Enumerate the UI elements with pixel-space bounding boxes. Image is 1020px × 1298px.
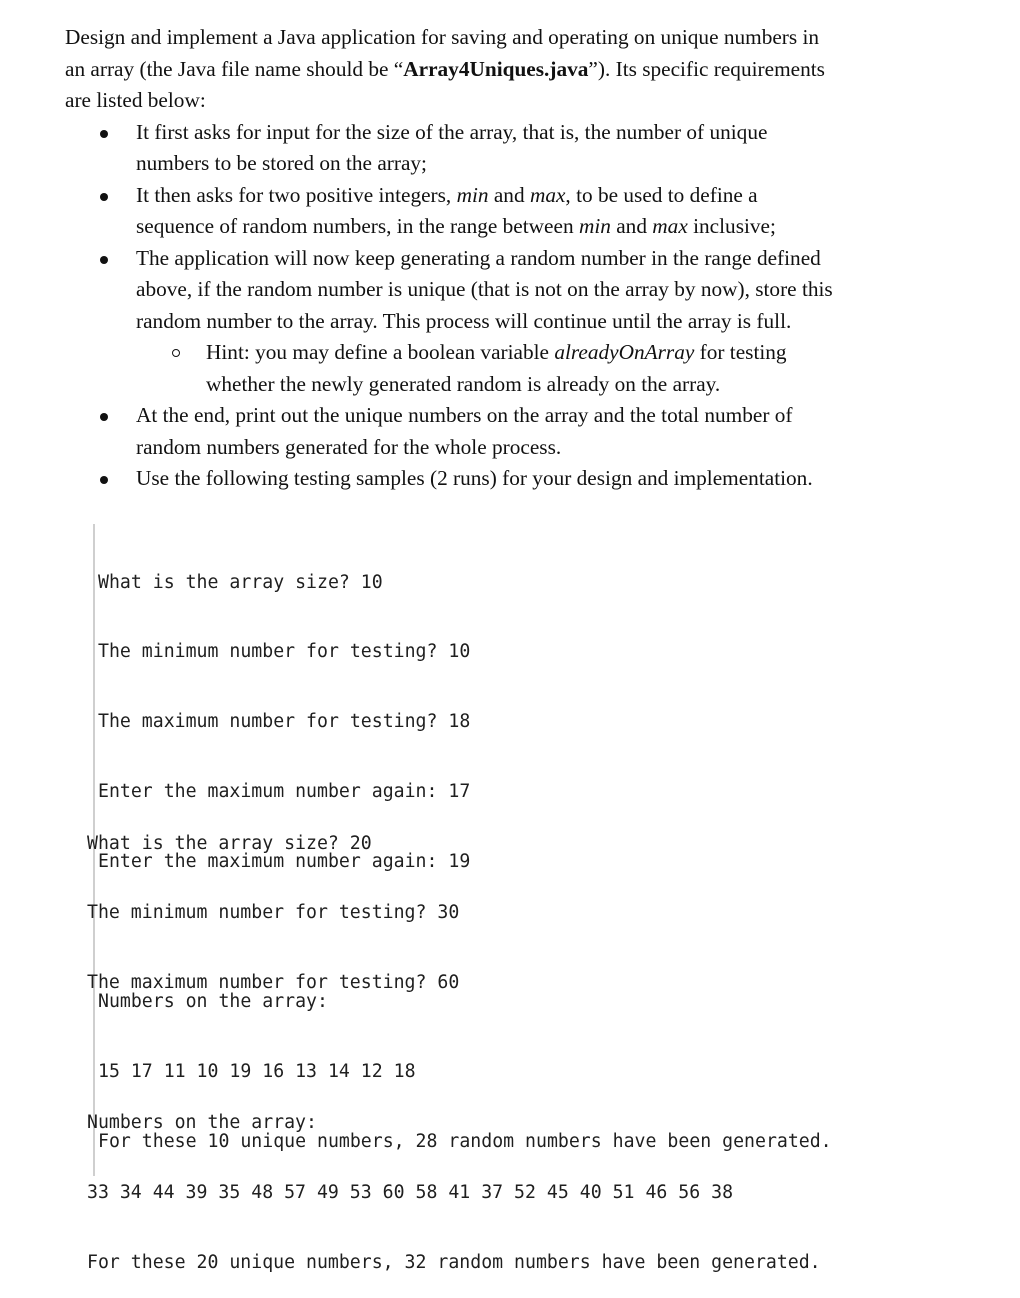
hint-variable-name: alreadyOnArray (554, 340, 695, 364)
requirement-4: At the end, print out the unique numbers on the array and the total number of random numbers generated for the whole process. (65, 400, 945, 463)
java-file-name: Array4Uniques.java (403, 56, 589, 81)
console-line: For these 20 unique numbers, 32 random numbers have been generated. (87, 1251, 821, 1273)
requirements-list-continued (65, 400, 945, 495)
console-line: Enter the maximum number again: 17 (98, 781, 471, 803)
intro-line-2b: ”). Its specific requirements (588, 56, 825, 81)
console-line: 33 34 44 39 35 48 57 49 53 60 58 41 37 52 45 40 51 46 56 38 (87, 1182, 734, 1204)
bullet-icon (100, 193, 108, 201)
requirement-1: It first asks for input for the size of the array, that is, the number of unique numbers to be stored on the array; (65, 117, 945, 180)
intro-line-1: Design and implement a Java application for saving and operating on unique numbers in (65, 25, 820, 49)
requirement-3: The application will now keep generating a random number in the range defined above, if the random number is unique (that is not on the array by now), store this random number to the array. This process will continue until the array is full. (65, 243, 945, 338)
console-line: What is the array size? 10 (98, 571, 383, 593)
bullet-icon (100, 256, 108, 264)
bullet-icon (100, 476, 108, 484)
console-line: The maximum number for testing? 18 (98, 711, 471, 733)
console-line: For these 10 unique numbers, 28 random numbers have been generated. (98, 1130, 832, 1152)
bullet-icon (100, 413, 108, 421)
console-line: Numbers on the array: (98, 990, 328, 1012)
hint-item: Hint: you may define a boolean variable alreadyOnArray for testing whether the newly generated random is already on the array. (65, 337, 945, 400)
console-line: The minimum number for testing? 30 (87, 902, 460, 924)
intro-line-2a: an array (the Java file name should be “ (65, 56, 404, 81)
console-line: Enter the maximum number again: 19 (98, 851, 471, 873)
requirement-5: Use the following testing samples (2 runs) for your design and implementation. (65, 463, 945, 495)
console-blank-line (87, 1041, 821, 1064)
requirements-list (65, 117, 945, 338)
intro-paragraph (65, 22, 945, 117)
console-line: What is the array size? 20 (87, 832, 372, 854)
requirement-2: It then asks for two positive integers, min and max, to be used to define a sequence of random numbers, in the range between min and max inclusive; (65, 180, 945, 243)
console-line: The minimum number for testing? 10 (98, 641, 471, 663)
console-line: The maximum number for testing? 60 (87, 972, 460, 994)
console-line: 15 17 11 10 19 16 13 14 12 18 (98, 1060, 416, 1082)
intro-line-3: are listed below: (65, 88, 206, 112)
bullet-icon (100, 130, 108, 138)
sub-bullet-icon (172, 349, 180, 357)
sample-run-2-console (87, 785, 821, 1298)
console-line: Numbers on the array: (87, 1112, 317, 1134)
assignment-document (65, 22, 945, 495)
